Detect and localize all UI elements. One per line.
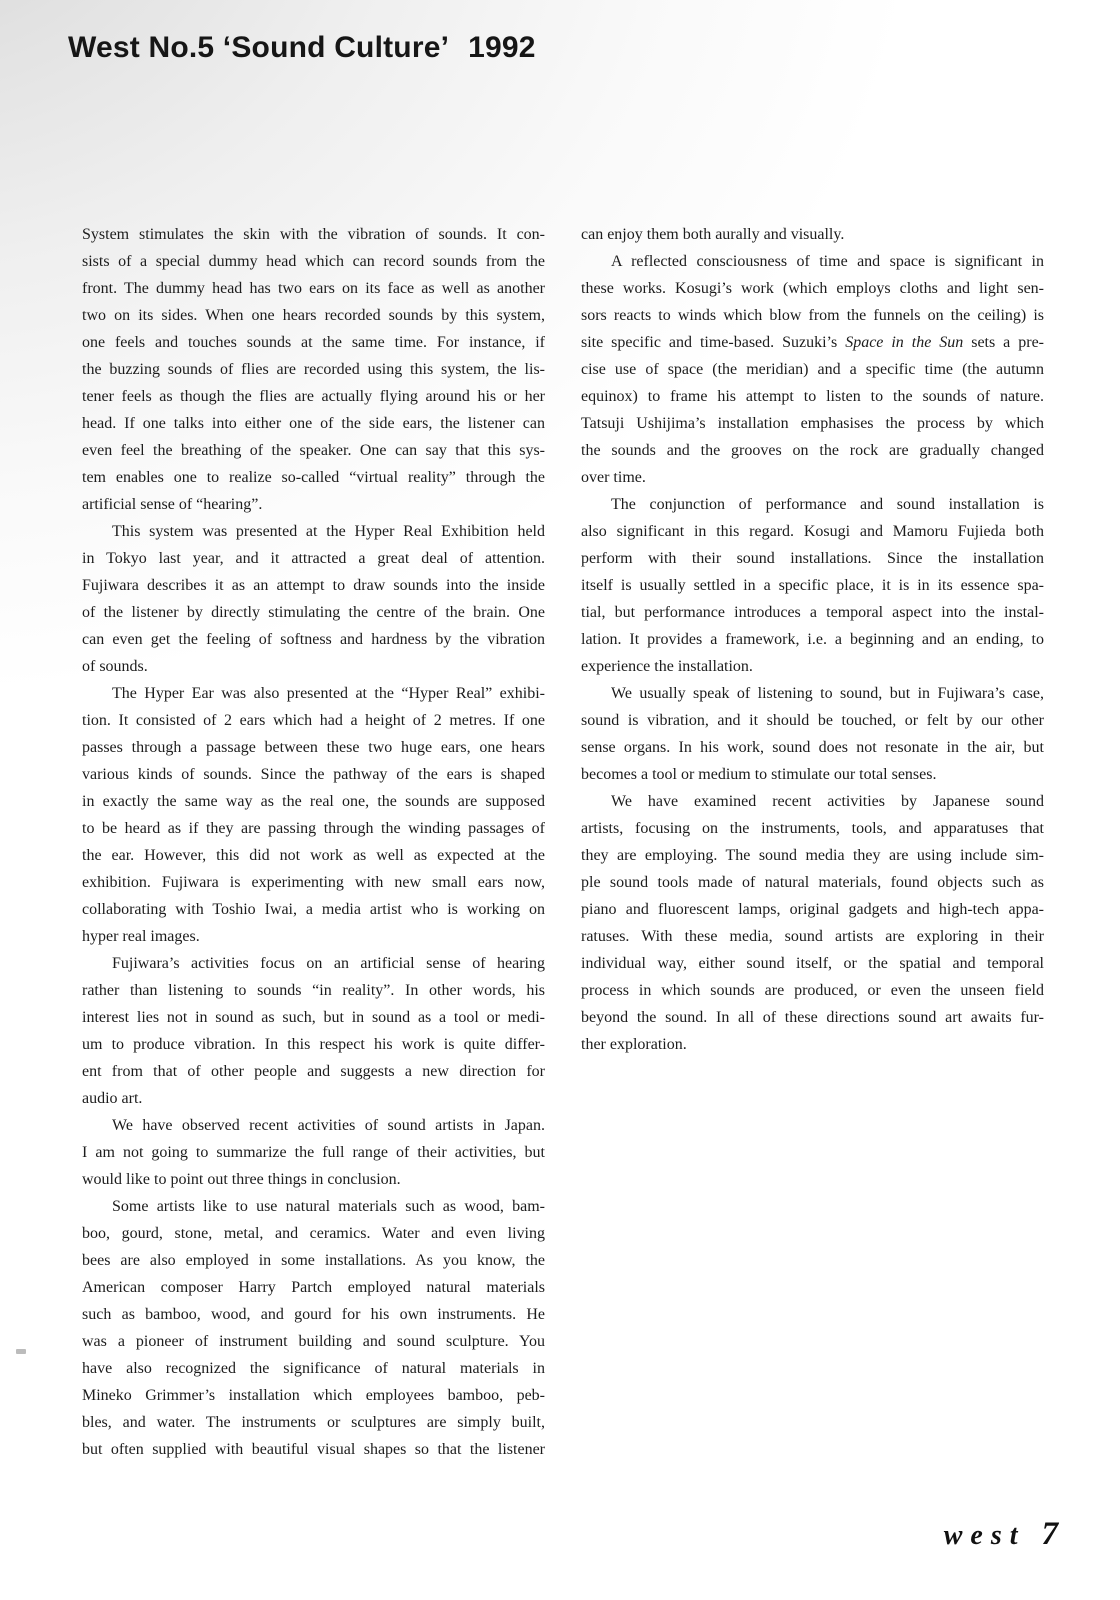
text-line: experience the installation. <box>581 658 753 675</box>
text-line: in exactly the same way as the real one, the sounds are supposed <box>82 793 545 810</box>
text-line: We usually speak of listening to sound, but in Fujiwara’s case, <box>611 685 1044 702</box>
text-line: sors reacts to winds which blow from the funnels on the ceiling) is <box>581 307 1044 324</box>
text-line: ent from that of other people and suggests a new direction for <box>82 1063 545 1080</box>
text-line: even feel the breathing of the speaker. One can say that this sys- <box>82 442 545 459</box>
text-line: to be heard as if they are passing through the winding passages of <box>82 820 545 837</box>
text-line: piano and fluorescent lamps, original gadgets and high-tech appa- <box>581 901 1044 918</box>
text-line: the buzzing sounds of flies are recorded using this system, the lis- <box>82 361 545 378</box>
text-line: over time. <box>581 469 646 486</box>
text-line: such as bamboo, wood, and gourd for his own instruments. He <box>82 1306 545 1323</box>
text-line: equinox) to frame his attempt to listen to the sounds of nature. <box>581 388 1044 405</box>
text-line: rather than listening to sounds “in reality”. In other words, his <box>82 982 545 999</box>
text-line: American composer Harry Partch employed natural materials <box>82 1279 545 1296</box>
text-line: artificial sense of “hearing”. <box>82 496 263 513</box>
text-line: Mineko Grimmer’s installation which employees bamboo, peb- <box>82 1387 545 1404</box>
text-line: I am not going to summarize the full range of their activities, but <box>82 1144 545 1161</box>
text-line: We have examined recent activities by Japanese sound <box>611 793 1044 810</box>
text-line: Tatsuji Ushijima’s installation emphasises the process by which <box>581 415 1044 432</box>
text-line: site specific and time-based. Suzuki’s Space in the Sun sets a pre- <box>581 334 1045 351</box>
page-number: 7 <box>1041 1516 1058 1552</box>
article-column-right <box>581 221 1044 1058</box>
text-line: System stimulates the skin with the vibration of sounds. It con- <box>82 226 545 243</box>
text-line: tem enables one to realize so-called “virtual reality” through the <box>82 469 545 486</box>
text-line: tion. It consisted of 2 ears which had a height of 2 metres. If one <box>82 712 545 729</box>
text-line: they are employing. The sound media they are using include sim- <box>581 847 1044 864</box>
text-line: head. If one talks into either one of the side ears, the listener can <box>82 415 545 432</box>
text-line: Fujiwara’s activities focus on an artificial sense of hearing <box>112 955 545 972</box>
text-line: the sounds and the grooves on the rock are gradually changed <box>581 442 1044 459</box>
text-line: um to produce vibration. In this respect his work is quite differ- <box>82 1036 545 1053</box>
text-line: individual way, either sound itself, or the spatial and temporal <box>581 955 1044 972</box>
text-line: can even get the feeling of softness and hardness by the vibration <box>82 631 545 648</box>
text-line: cise use of space (the meridian) and a specific time (the autumn <box>581 361 1044 378</box>
text-line: artists, focusing on the instruments, tools, and apparatuses that <box>581 820 1044 837</box>
text-line: interest lies not in sound as such, but in sound as a tool or medi- <box>82 1009 545 1026</box>
text-line: lation. It provides a framework, i.e. a beginning and an ending, to <box>581 631 1044 648</box>
text-line: hyper real images. <box>82 928 200 945</box>
text-line: was a pioneer of instrument building and sound sculpture. You <box>82 1333 545 1350</box>
text-line: boo, gourd, stone, metal, and ceramics. Water and even living <box>82 1225 545 1242</box>
text-line: process in which sounds are produced, or even the unseen field <box>581 982 1044 999</box>
text-line: sists of a special dummy head which can record sounds from the <box>82 253 545 270</box>
text-line: tial, but performance introduces a temporal aspect into the instal- <box>581 604 1044 621</box>
text-line: exhibition. Fujiwara is experimenting with new small ears now, <box>82 874 545 891</box>
text-line: sense organs. In his work, sound does not resonate in the air, but <box>581 739 1044 756</box>
text-line: sound is vibration, and it should be touched, or felt by our other <box>581 712 1044 729</box>
text-line: Fujiwara describes it as an attempt to draw sounds into the inside <box>82 577 545 594</box>
text-line: ther exploration. <box>581 1036 687 1053</box>
text-line: front. The dummy head has two ears on its face as well as another <box>82 280 545 297</box>
text-line: various kinds of sounds. Since the pathway of the ears is shaped <box>82 766 545 783</box>
text-line: The conjunction of performance and sound installation is <box>611 496 1044 513</box>
text-line: two on its sides. When one hears recorded sounds by this system, <box>82 307 545 324</box>
text-line: also significant in this regard. Kosugi and Mamoru Fujieda both <box>581 523 1044 540</box>
page-title-year: 1992 <box>468 31 536 64</box>
journal-name: west <box>943 1520 1026 1551</box>
text-line: perform with their sound installations. Since the installation <box>581 550 1044 567</box>
page-footer <box>944 1516 1058 1553</box>
article-column-left <box>82 221 545 1463</box>
text-line: ratuses. With these media, sound artists are exploring in their <box>581 928 1044 945</box>
text-line: becomes a tool or medium to stimulate our total senses. <box>581 766 937 783</box>
text-line: We have observed recent activities of sound artists in Japan. <box>112 1117 545 1134</box>
text-line: collaborating with Toshio Iwai, a media artist who is working on <box>82 901 545 918</box>
text-line: of the listener by directly stimulating the centre of the brain. One <box>82 604 545 621</box>
text-line: of sounds. <box>82 658 148 675</box>
text-line: beyond the sound. In all of these directions sound art awaits fur- <box>581 1009 1044 1026</box>
text-line: passes through a passage between these two huge ears, one hears <box>82 739 545 756</box>
text-line: bees are also employed in some installations. As you know, the <box>82 1252 545 1269</box>
text-line: in Tokyo last year, and it attracted a great deal of attention. <box>82 550 545 567</box>
text-line: itself is usually settled in a specific place, it is in its essence spa- <box>581 577 1044 594</box>
text-line: have also recognized the significance of natural materials in <box>82 1360 545 1377</box>
page-header <box>68 31 536 65</box>
text-line: these works. Kosugi’s work (which employs cloths and light sen- <box>581 280 1044 297</box>
text-line: This system was presented at the Hyper Real Exhibition held <box>112 523 545 540</box>
scan-artifact-mark <box>16 1349 26 1354</box>
text-line: but often supplied with beautiful visual shapes so that the listener <box>82 1441 545 1458</box>
text-line: tener feels as though the flies are actually flying around his or her <box>82 388 545 405</box>
text-line: Some artists like to use natural materials such as wood, bam- <box>112 1198 545 1215</box>
text-line: ple sound tools made of natural materials, found objects such as <box>581 874 1044 891</box>
text-line: A reflected consciousness of time and space is significant in <box>611 253 1044 270</box>
text-line: The Hyper Ear was also presented at the “Hyper Real” exhibi- <box>112 685 545 702</box>
text-line: the ear. However, this did not work as well as expected at the <box>82 847 545 864</box>
text-line: audio art. <box>82 1090 143 1107</box>
text-line: can enjoy them both aurally and visually. <box>581 226 845 243</box>
page-title: West No.5 ‘Sound Culture’ <box>68 31 450 64</box>
text-line: would like to point out three things in conclusion. <box>82 1171 401 1188</box>
text-line: one feels and touches sounds at the same time. For instance, if <box>82 334 545 351</box>
text-line: bles, and water. The instruments or sculptures are simply built, <box>82 1414 545 1431</box>
